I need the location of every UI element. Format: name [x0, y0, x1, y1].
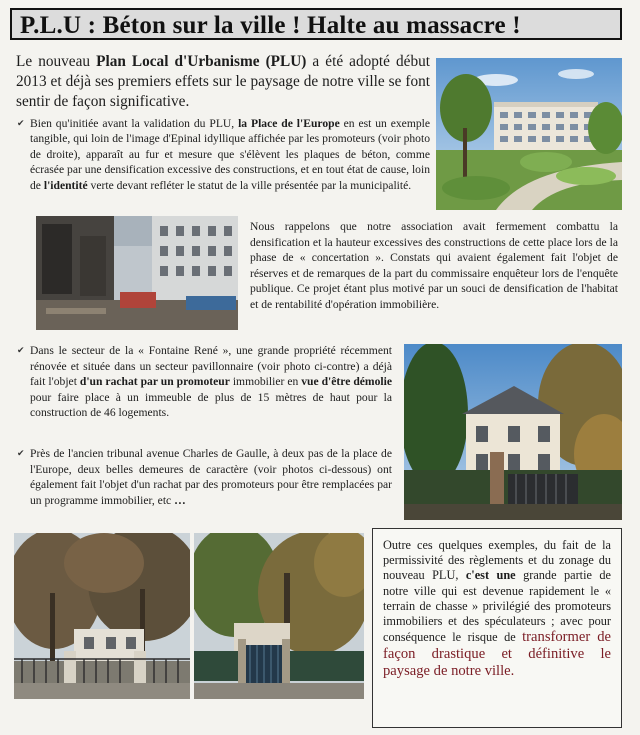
box-bold-text: c'est une: [465, 568, 516, 583]
intro-bold-plu: Plan Local d'Urbanisme (PLU): [96, 53, 307, 70]
paragraph-fontaine-rene: [30, 343, 392, 421]
para1-text-3: verte devant refléter le statut de la ville présentée par la municipalité.: [87, 178, 412, 192]
photo-promoter-rendering: [436, 58, 622, 210]
para3-bold-rachat: d'un rachat par un promoteur: [79, 375, 230, 389]
photo-fontaine-rene-house: [404, 344, 622, 520]
para4-ellipsis: …: [174, 493, 186, 507]
intro-text-1: Le nouveau: [16, 53, 97, 70]
bullet-icon: ✔: [17, 118, 25, 128]
para3-text-2: immobilier en: [229, 375, 302, 389]
para1-text-1: Bien qu'initiée avant la validation du PLU,: [30, 117, 239, 130]
intro-text-2: a été adopté début 2013 et déjà ses premiers effets sur le paysage de notre ville se font sentir de façon significative.: [16, 53, 430, 110]
para1-text-2: en est un exemple tangible, qui loin de l'image d'Epinal idyllique affichée par les promoteurs (voir photo de droite), apparaît au fur et mesure que s'élèvent les plaques de béton, comme écrasée par une densification excessive des constructions, et en tout état de cause, loin de: [30, 117, 431, 192]
photo-demeure-1: [14, 533, 190, 699]
para3-text-1: Dans le secteur de la « Fontaine René », une grande propriété récemment rénovée et située dans un secteur pavillonnaire (voir photo ci-contre) a déjà fait l'objet: [30, 344, 392, 389]
bullet-icon: ✔: [17, 448, 25, 458]
paragraph-place-europe: [30, 116, 430, 193]
conclusion-box: [372, 528, 622, 728]
intro-paragraph: [16, 52, 430, 112]
photo-construction-site: [36, 216, 238, 330]
box-text-1: Outre ces quelques exemples, du fait de la permissivité des règlements et du zonage du nouveau PLU,: [383, 538, 611, 583]
page-title: P.L.U : Béton sur la ville ! Halte au massacre !: [10, 8, 622, 40]
para1-bold-place: la Place de l'Europe: [238, 117, 340, 130]
box-text-2: grande partie de notre ville qui est devenue rapidement le « terrain de chasse » privilégié des promoteurs immobiliers et des spéculateurs ; avec pour conséquence le risque de: [383, 568, 611, 645]
para1-bold-identite: l'identité: [43, 178, 88, 192]
photo-demeure-2: [194, 533, 364, 699]
paragraph-tribunal: [30, 446, 392, 508]
para3-text-3: pour faire place à un immeuble de plus de 15 mètres de haut pour la construction de 46 logements.: [30, 390, 392, 420]
para3-bold-demolie: vue d'être démolie: [301, 375, 392, 389]
box-highlight-text: transformer de façon drastique et définitive le paysage de notre ville.: [383, 629, 611, 680]
para4-text-1: Près de l'ancien tribunal avenue Charles de Gaulle, à deux pas de la place de l'Europe, deux belles demeures de caractère (voir photos ci-dessous) ont également fait l'objet d'un rachat par des promoteurs pour être remplacées par un programme immobilier, etc: [30, 447, 392, 507]
paragraph-association: Nous rappelons que notre association avait fermement combattu la densification et la hauteur excessives des constructions de cette place lors de la phase de « concertation ». Constats qui avaient également fait l'objet de réserves et de remarques de la part du commissaire enquêteur lors de l'enquête publique. Ce projet étant plus motivé par un souci de densification de l'habitat et de rentabilité d'opération immobilière.: [250, 220, 618, 311]
bullet-icon: ✔: [17, 345, 25, 355]
